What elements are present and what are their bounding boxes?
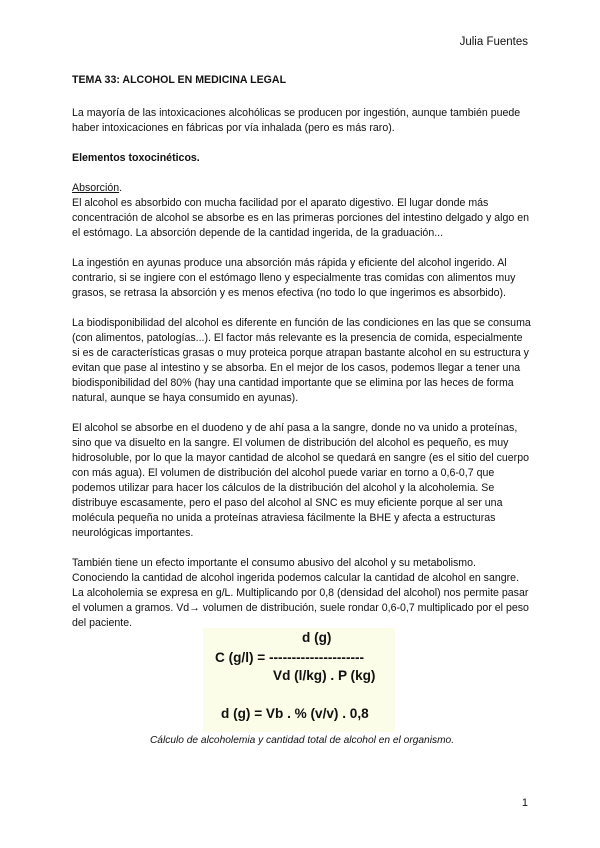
paragraph-4: El alcohol se absorbe en el duodeno y de ahí pasa a la sangre, donde no va unido a proteínas, sino que va disuelto en la sangre. El volumen de distribución del alcohol es pequeño, es muy hidrosoluble, por lo que la mayor cantidad de alcohol se quedará en sangre (es el sitio del cuerpo con más agua). El volumen de distribución del alcohol puede variar en torno a 0,6-0,7 que podemos utilizar para hacer los cálculos de la distribución del alcohol y la alcoholemia. Se distribuye escasamente, pero el paso del alcohol al SNC es muy eficiente porque al ser una molécula pequeña no unida a proteínas atraviesa fácilmente la BHE y afecta a estructuras neurológicas importantes. <box>72 422 529 539</box>
paragraph-1: El alcohol es absorbido con mucha facilidad por el aparato digestivo. El lugar donde más concentración de alcohol se absorbe es en las primeras porciones del intestino delgado y algo en el estómago. La absorción depende de la cantidad ingerida, de la graduación... <box>72 197 529 239</box>
formula-numerator: d (g) <box>302 630 332 645</box>
section-heading: Elementos toxocinéticos. <box>72 152 200 164</box>
formula-denominator: Vd (l/kg) . P (kg) <box>273 668 376 683</box>
subsection-period: . <box>119 182 123 194</box>
paragraph-2: La ingestión en ayunas produce una absorción más rápida y eficiente del alcohol ingerido. Al contrario, si se ingiere con el estómago lleno y especialmente tras comidas con alimentos muy grasos, se retrasa la absorción y es menos efectiva (no todo lo que ingerimos es absorbido). <box>72 257 516 299</box>
formula-fraction-line: C (g/l) = --------------------- <box>215 650 365 665</box>
formula-caption: Cálculo de alcoholemia y cantidad total de alcohol en el organismo. <box>149 735 455 746</box>
subsection-heading: Absorción <box>72 182 120 194</box>
page-number: 1 <box>521 797 528 809</box>
document-body <box>72 73 532 646</box>
formula-total-alcohol: d (g) = Vb . % (v/v) . 0,8 <box>221 706 369 721</box>
paragraph-5: También tiene un efecto importante el consumo abusivo del alcohol y su metabolismo. Conociendo la cantidad de alcohol ingerida podemos calcular la cantidad de alcohol en sangre. La alcoholemia se expresa en g/L. Multiplicando por 0,8 (densidad del alcohol) nos permite pasar el volumen a gramos. Vd→ volumen de distribución, suele rondar 0,6-0,7 multiplicado por el peso del paciente. <box>72 557 529 629</box>
subsection-block <box>72 181 532 241</box>
paragraph-3: La biodisponibilidad del alcohol es diferente en función de las condiciones en las que se consuma (con alimentos, patologías...). El factor más relevante es la presencia de comida, especialmente si es de características grasas o muy proteica porque atrapan bastante alcohol en su estructura y evitan que pase al intestino y se absorba. En el mejor de los casos, podemos llegar a tener una biodisponibilidad del 80% (hay una cantidad importante que se elimina por las heces de forma natural, aunque se haya consumido en ayunas). <box>72 317 531 404</box>
intro-paragraph: La mayoría de las intoxicaciones alcohólicas se producen por ingestión, aunque también puede haber intoxicaciones en fábricas por vía inhalada (pero es más raro). <box>72 107 521 134</box>
header-author: Julia Fuentes <box>459 36 528 48</box>
document-title: TEMA 33: ALCOHOL EN MEDICINA LEGAL <box>72 74 287 86</box>
